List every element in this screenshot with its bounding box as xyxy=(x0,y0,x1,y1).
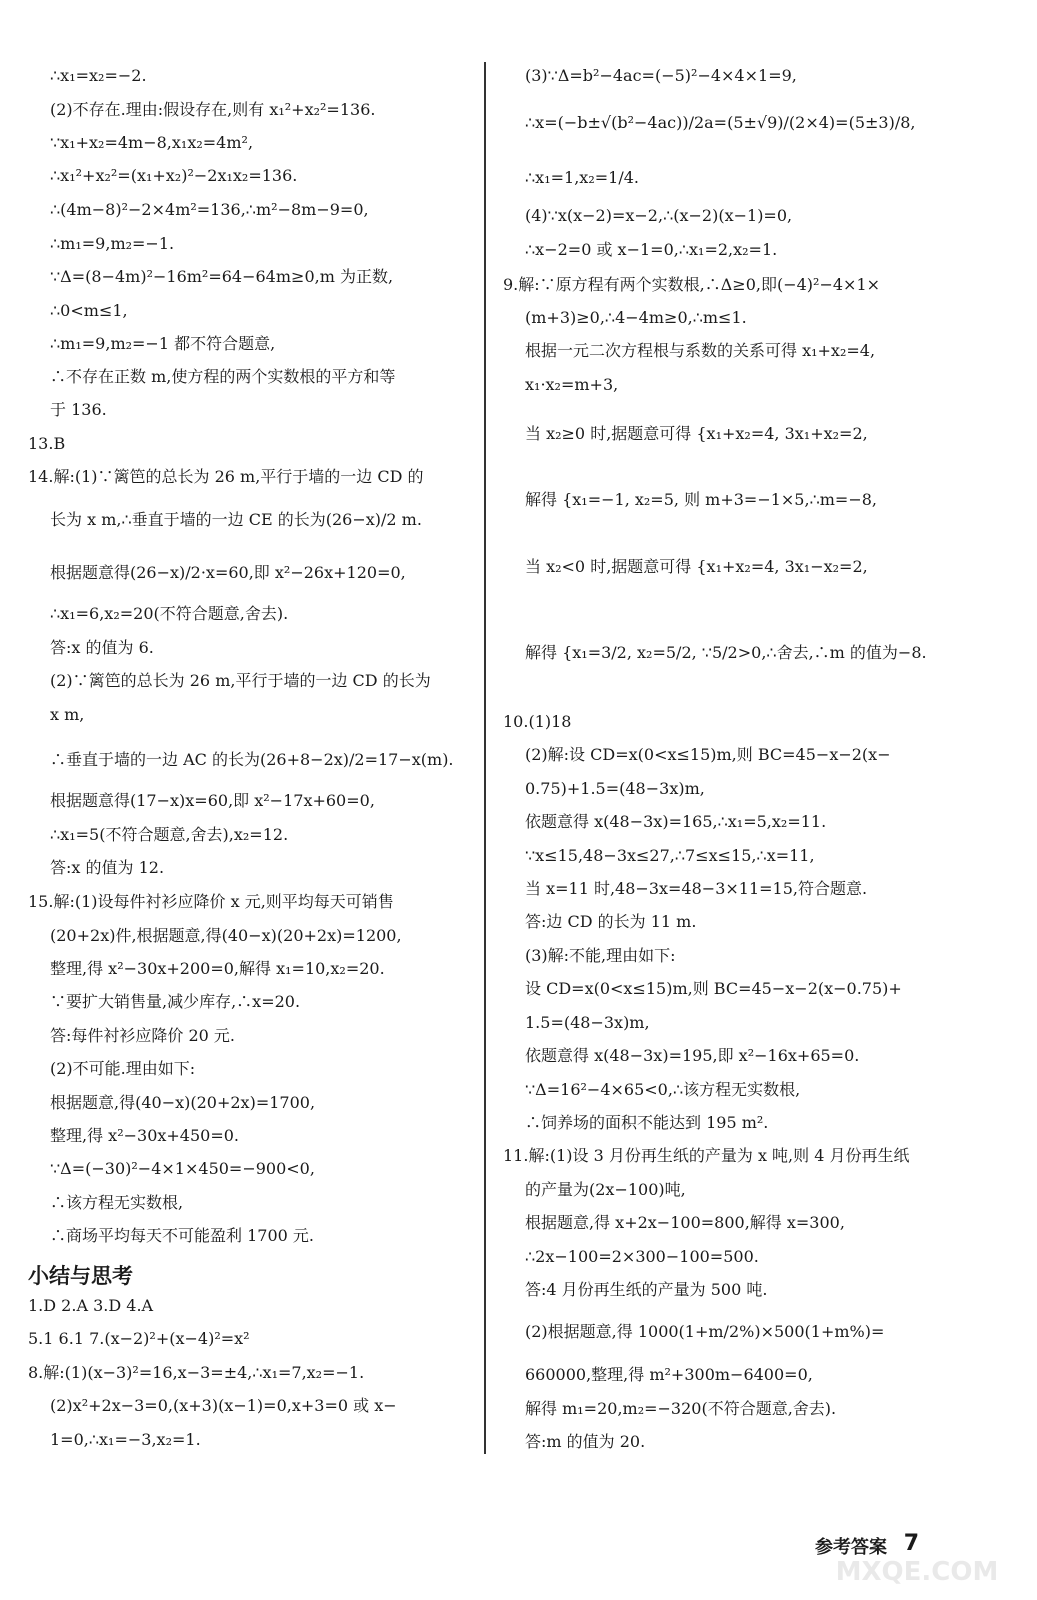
right-line: ∵x≤15,48−3x≤27,∴7≤x≤15,∴x=11, xyxy=(525,846,815,865)
left-line: x m, xyxy=(50,705,85,724)
right-line: 9.解:∵原方程有两个实数根,∴Δ≥0,即(−4)²−4×1× xyxy=(503,275,881,294)
right-line: (3)解:不能,理由如下: xyxy=(525,946,676,965)
right-line: 设 CD=x(0<x≤15)m,则 BC=45−x−2(x−0.75)+ xyxy=(525,979,902,998)
right-line: 根据一元二次方程根与系数的关系可得 x₁+x₂=4, xyxy=(525,341,876,360)
left-line: 长为 x m,∴垂直于墙的一边 CE 的长为(26−x)/2 m. xyxy=(50,510,422,529)
left-line: 答:x 的值为 6. xyxy=(50,638,154,657)
left-line: ∴m₁=9,m₂=−1. xyxy=(50,234,175,253)
right-line: 的产量为(2x−100)吨, xyxy=(525,1180,686,1199)
left-line: ∵要扩大销售量,减少库存,∴x=20. xyxy=(50,992,301,1011)
right-line: ∵Δ=16²−4×65<0,∴该方程无实数根, xyxy=(525,1080,801,1099)
right-line: 解得 {x₁=−1, x₂=5, 则 m+3=−1×5,∴m=−8, xyxy=(525,490,878,509)
left-line: 整理,得 x²−30x+450=0. xyxy=(50,1126,240,1145)
left-line: 13.B xyxy=(28,434,66,453)
left-line: 8.解:(1)(x−3)²=16,x−3=±4,∴x₁=7,x₂=−1. xyxy=(28,1363,365,1382)
left-line: ∴垂直于墙的一边 AC 的长为(26+8−2x)/2=17−x(m). xyxy=(50,750,454,769)
left-line: ∵Δ=(8−4m)²−16m²=64−64m≥0,m 为正数, xyxy=(50,267,394,286)
left-line: ∴不存在正数 m,使方程的两个实数根的平方和等 xyxy=(50,367,396,386)
right-line: ∴2x−100=2×300−100=500. xyxy=(525,1247,759,1266)
left-line: ∴0<m≤1, xyxy=(50,301,128,320)
right-line: 当 x=11 时,48−3x=48−3×11=15,符合题意. xyxy=(525,879,868,898)
right-line: (m+3)≥0,∴4−4m≥0,∴m≤1. xyxy=(525,308,747,327)
right-line: 10.(1)18 xyxy=(503,712,572,731)
watermark-logo xyxy=(817,1520,1017,1590)
right-line: ∴x=(−b±√(b²−4ac))/2a=(5±√9)/(2×4)=(5±3)/8, xyxy=(525,113,916,132)
left-line: 整理,得 x²−30x+200=0,解得 x₁=10,x₂=20. xyxy=(50,959,385,978)
left-line: (2)x²+2x−3=0,(x+3)(x−1)=0,x+3=0 或 x− xyxy=(50,1396,397,1415)
left-line: ∵x₁+x₂=4m−8,x₁x₂=4m², xyxy=(50,133,254,152)
left-line: 15.解:(1)设每件衬衫应降价 x 元,则平均每天可销售 xyxy=(28,892,394,911)
right-line: ∴x−2=0 或 x−1=0,∴x₁=2,x₂=1. xyxy=(525,240,778,259)
right-line: (3)∵Δ=b²−4ac=(−5)²−4×4×1=9, xyxy=(525,66,797,85)
left-line: ∵Δ=(−30)²−4×1×450=−900<0, xyxy=(50,1159,315,1178)
left-line: ∴商场平均每天不可能盈利 1700 元. xyxy=(50,1226,314,1245)
left-line: ∴(4m−8)²−2×4m²=136,∴m²−8m−9=0, xyxy=(50,200,369,219)
left-line: 14.解:(1)∵篱笆的总长为 26 m,平行于墙的一边 CD 的 xyxy=(28,467,424,486)
right-line: ∴x₁=1,x₂=1/4. xyxy=(525,168,639,187)
column-divider xyxy=(484,62,486,1454)
right-line: (2)根据题意,得 1000(1+m/2%)×500(1+m%)= xyxy=(525,1322,885,1341)
watermark-text: MXQE.COM xyxy=(835,1557,999,1587)
right-line: 当 x₂≥0 时,据题意可得 {x₁+x₂=4, 3x₁+x₂=2, xyxy=(525,424,868,443)
right-line: 依题意得 x(48−3x)=165,∴x₁=5,x₂=11. xyxy=(525,812,827,831)
section-heading: 小结与思考 xyxy=(28,1264,133,1288)
right-line: 根据题意,得 x+2x−100=800,解得 x=300, xyxy=(525,1213,845,1232)
right-line: 0.75)+1.5=(48−3x)m, xyxy=(525,779,705,798)
page-number: 7 xyxy=(903,1531,919,1556)
left-line: 根据题意得(17−x)x=60,即 x²−17x+60=0, xyxy=(50,791,375,810)
left-line: ∴m₁=9,m₂=−1 都不符合题意, xyxy=(50,334,276,353)
left-line: ∴x₁=6,x₂=20(不符合题意,舍去). xyxy=(50,604,289,623)
left-line: 1=0,∴x₁=−3,x₂=1. xyxy=(50,1430,201,1449)
right-line: (2)解:设 CD=x(0<x≤15)m,则 BC=45−x−2(x− xyxy=(525,745,891,764)
right-line: (4)∵x(x−2)=x−2,∴(x−2)(x−1)=0, xyxy=(525,206,793,225)
left-line: (2)不可能.理由如下: xyxy=(50,1059,196,1078)
right-line: x₁·x₂=m+3, xyxy=(525,375,619,394)
right-line: 当 x₂<0 时,据题意可得 {x₁+x₂=4, 3x₁−x₂=2, xyxy=(525,557,868,576)
left-line: 答:每件衬衫应降价 20 元. xyxy=(50,1026,236,1045)
right-line: 11.解:(1)设 3 月份再生纸的产量为 x 吨,则 4 月份再生纸 xyxy=(503,1146,910,1165)
right-line: 解得 m₁=20,m₂=−320(不符合题意,舍去). xyxy=(525,1399,837,1418)
left-line: 答:x 的值为 12. xyxy=(50,858,165,877)
left-line: 根据题意得(26−x)/2·x=60,即 x²−26x+120=0, xyxy=(50,563,406,582)
left-line: 5.1 6.1 7.(x−2)²+(x−4)²=x² xyxy=(28,1329,250,1348)
left-line: (2)∵篱笆的总长为 26 m,平行于墙的一边 CD 的长为 xyxy=(50,671,431,690)
right-line: 答:m 的值为 20. xyxy=(525,1432,646,1451)
footer-label: 参考答案 xyxy=(815,1537,887,1558)
left-line: (2)不存在.理由:假设存在,则有 x₁²+x₂²=136. xyxy=(50,100,376,119)
right-line: 解得 {x₁=3/2, x₂=5/2, ∵5/2>0,∴舍去,∴m 的值为−8. xyxy=(525,643,927,662)
right-line: 答:4 月份再生纸的产量为 500 吨. xyxy=(525,1280,768,1299)
left-line: ∴x₁=5(不符合题意,舍去),x₂=12. xyxy=(50,825,289,844)
right-line: 1.5=(48−3x)m, xyxy=(525,1013,650,1032)
left-line: 于 136. xyxy=(50,400,107,419)
left-line: ∴该方程无实数根, xyxy=(50,1193,184,1212)
right-line: 依题意得 x(48−3x)=195,即 x²−16x+65=0. xyxy=(525,1046,860,1065)
right-line: 660000,整理,得 m²+300m−6400=0, xyxy=(525,1365,813,1384)
left-line: ∴x₁=x₂=−2. xyxy=(50,66,147,85)
left-line: 根据题意,得(40−x)(20+2x)=1700, xyxy=(50,1093,316,1112)
left-line: ∴x₁²+x₂²=(x₁+x₂)²−2x₁x₂=136. xyxy=(50,166,298,185)
right-line: 答:边 CD 的长为 11 m. xyxy=(525,912,697,931)
left-line: 1.D 2.A 3.D 4.A xyxy=(28,1296,154,1315)
left-line: (20+2x)件,根据题意,得(40−x)(20+2x)=1200, xyxy=(50,926,402,945)
right-line: ∴饲养场的面积不能达到 195 m². xyxy=(525,1113,769,1132)
